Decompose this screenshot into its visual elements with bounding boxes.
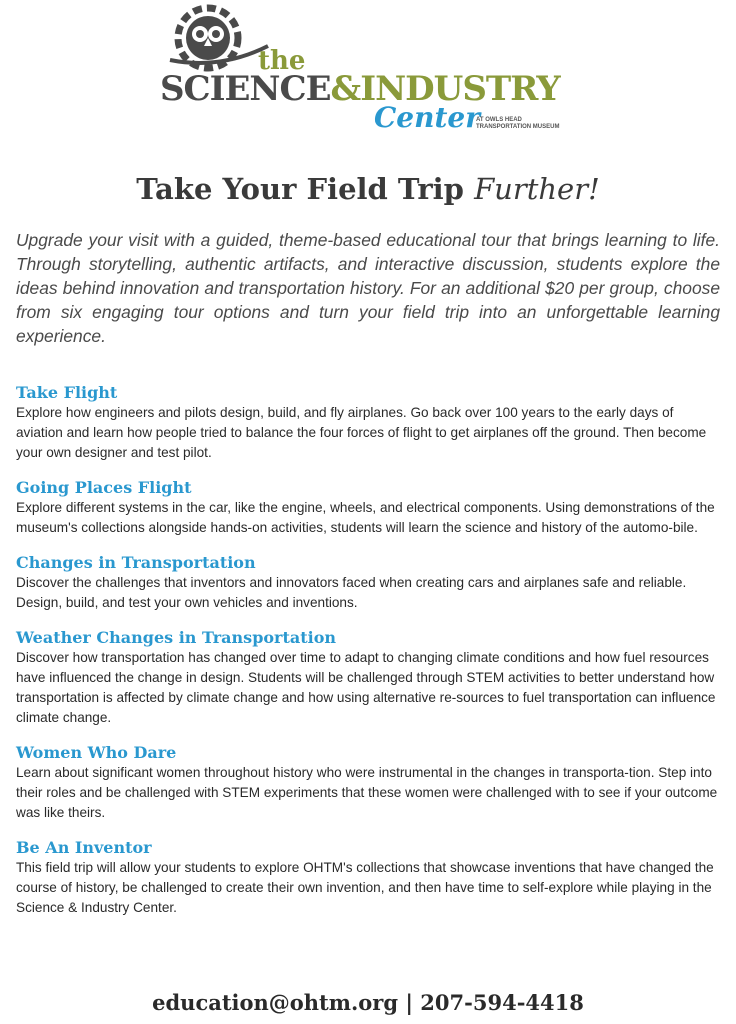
tour-item bbox=[16, 838, 721, 918]
logo-industry: INDUSTRY bbox=[360, 69, 560, 109]
tour-list bbox=[16, 383, 721, 933]
tour-item bbox=[16, 743, 721, 823]
intro-paragraph: Upgrade your visit with a guided, theme-based educational tour that brings learning to life. Through storytelling, authentic artifacts, and interactive discussion, students explore the ideas behind innovation and transportation history. For an additional $20 per group, choose from six engaging tour options and turn your field trip into an unforgettable learning experience. bbox=[16, 230, 720, 346]
logo-wordmark bbox=[160, 69, 560, 109]
tour-description: Discover the challenges that inventors and innovators faced when creating cars and airplanes safe and reliable. Design, build, and test your own vehicles and inventions. bbox=[16, 575, 687, 610]
tour-title: Changes in Transportation bbox=[16, 553, 256, 572]
tour-title: Be An Inventor bbox=[16, 838, 152, 857]
tour-description: Discover how transportation has changed over time to adapt to changing climate conditions and how fuel resources have influenced the change in design. Students will be challenged through STEM activities to better understand how transportation is affected by climate change and how using alternative re-sources to fuel transportation can influence climate change. bbox=[16, 650, 716, 725]
tour-description: Explore how engineers and pilots design, build, and fly airplanes. Go back over 100 years to the early days of aviation and learn how people tried to balance the four forces of flight to get airplanes off the ground. Then become your own designer and test pilot. bbox=[16, 405, 707, 460]
tour-title: Take Flight bbox=[16, 383, 118, 402]
tour-title: Going Places Flight bbox=[16, 478, 192, 497]
tour-title: Women Who Dare bbox=[16, 743, 177, 762]
logo-the: the bbox=[258, 46, 306, 76]
page-title-emphasis: Further! bbox=[474, 172, 600, 206]
page-title bbox=[0, 172, 736, 206]
logo-science: SCIENCE bbox=[160, 69, 331, 109]
logo-subtitle: AT OWLS HEAD TRANSPORTATION MUSEUM bbox=[476, 117, 560, 130]
owl-gear-icon bbox=[160, 4, 270, 74]
tour-description: Explore different systems in the car, like the engine, wheels, and electrical components. Using demonstrations of the museum's collections alongside hands-on activities, students will learn the science and history of the automo-bile. bbox=[16, 500, 715, 535]
logo-ampersand: & bbox=[330, 69, 361, 109]
tour-item bbox=[16, 478, 721, 538]
logo bbox=[160, 4, 580, 134]
tour-item bbox=[16, 383, 721, 463]
tour-description: This field trip will allow your students to explore OHTM's collections that showcase inventions that have changed the course of history, be challenged to create their own invention, and then have time to self-explore while playing in the Science & Industry Center. bbox=[16, 860, 714, 915]
tour-title: Weather Changes in Transportation bbox=[16, 628, 337, 647]
page-title-main: Take Your Field Trip bbox=[136, 172, 475, 206]
tour-item bbox=[16, 553, 721, 613]
contact-info: education@ohtm.org | 207-594-4418 bbox=[152, 990, 584, 1015]
tour-item bbox=[16, 628, 721, 728]
tour-description: Learn about significant women throughout history who were instrumental in the changes in transporta-tion. Step into their roles and be challenged with STEM experiments that these women were challenged with to see if your outcome was like theirs. bbox=[16, 765, 718, 820]
logo-center: Center bbox=[374, 101, 480, 134]
